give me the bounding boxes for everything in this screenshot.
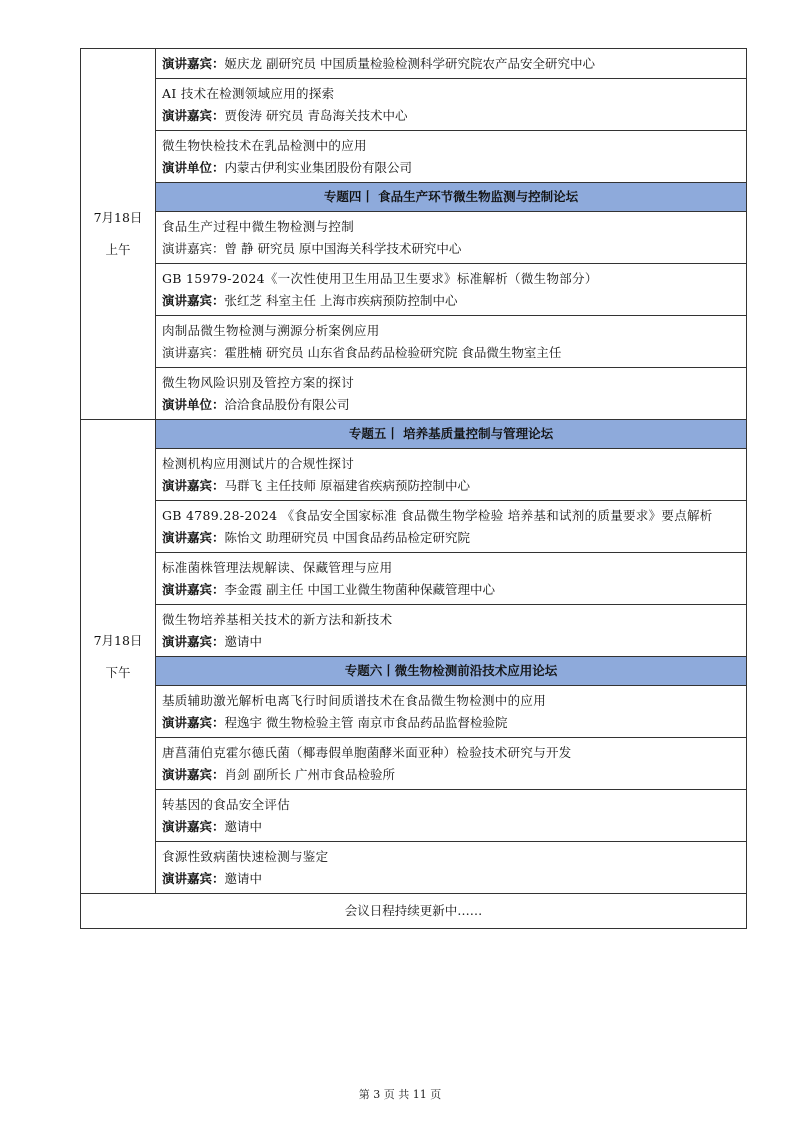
session-topic: 食品生产过程中微生物检测与控制	[162, 219, 355, 234]
session-cell	[156, 212, 747, 264]
session-row	[81, 738, 747, 790]
session-row	[81, 49, 747, 79]
speaker-label: 演讲嘉宾：	[162, 478, 225, 493]
session-row	[81, 316, 747, 368]
speaker-label: 演讲嘉宾：	[162, 293, 225, 308]
session-cell	[156, 686, 747, 738]
session-row	[81, 553, 747, 605]
forum-title: 专题六丨微生物检测前沿技术应用论坛	[156, 657, 747, 686]
speaker-line	[162, 868, 740, 890]
speaker-name: 霍胜楠 研究员 山东省食品药品检验研究院 食品微生物室主任	[224, 345, 562, 360]
speaker-line	[162, 157, 740, 179]
speaker-label: 演讲嘉宾：	[162, 767, 225, 782]
session-row	[81, 842, 747, 894]
speaker-line	[162, 816, 740, 838]
session-topic: 标准菌株管理法规解读、保藏管理与应用	[162, 560, 393, 575]
speaker-name: 姬庆龙 副研究员 中国质量检验检测科学研究院农产品安全研究中心	[224, 56, 595, 71]
schedule-table	[80, 48, 747, 929]
speaker-label: 演讲单位：	[162, 160, 225, 175]
speaker-label: 演讲嘉宾：	[162, 819, 225, 834]
session-cell	[156, 79, 747, 131]
session-topic: 食源性致病菌快速检测与鉴定	[162, 849, 329, 864]
session-topic: GB 4789.28-2024 《食品安全国家标准 食品微生物学检验 培养基和试剂的质量要求》要点解析	[162, 508, 713, 523]
session-topic: 肉制品微生物检测与溯源分析案例应用	[162, 323, 380, 338]
speaker-line	[162, 53, 740, 75]
footer-row	[81, 894, 747, 929]
session-row	[81, 368, 747, 420]
session-row	[81, 131, 747, 183]
speaker-name: 洽洽食品股份有限公司	[224, 397, 350, 412]
speaker-name: 贾俊涛 研究员 青岛海关技术中心	[224, 108, 408, 123]
day-period: 上午	[105, 242, 131, 257]
speaker-line	[162, 527, 740, 549]
session-cell	[156, 449, 747, 501]
speaker-line	[162, 238, 740, 260]
day-cell	[81, 49, 156, 420]
session-row	[81, 790, 747, 842]
page-number: 第 3 页 共 11 页	[358, 1088, 442, 1101]
session-row	[81, 686, 747, 738]
session-topic: AI 技术在检测领域应用的探索	[162, 86, 335, 101]
schedule-page	[80, 48, 747, 929]
session-row	[81, 212, 747, 264]
speaker-name: 程逸宇 微生物检验主管 南京市食品药品监督检验院	[224, 715, 508, 730]
speaker-label: 演讲嘉宾：	[162, 715, 225, 730]
session-topic: 微生物风险识别及管控方案的探讨	[162, 375, 355, 390]
session-cell	[156, 738, 747, 790]
speaker-name: 曾 静 研究员 原中国海关科学技术研究中心	[224, 241, 462, 256]
speaker-label: 演讲嘉宾：	[162, 530, 225, 545]
speaker-name: 肖剑 副所长 广州市食品检验所	[224, 767, 395, 782]
speaker-name: 内蒙古伊利实业集团股份有限公司	[224, 160, 413, 175]
forum-header-row	[81, 420, 747, 449]
session-topic: GB 15979-2024《一次性使用卫生用品卫生要求》标准解析（微生物部分）	[162, 271, 598, 286]
session-cell	[156, 368, 747, 420]
speaker-name: 邀请中	[224, 819, 263, 834]
speaker-line	[162, 290, 740, 312]
session-topic: 转基因的食品安全评估	[162, 797, 291, 812]
forum-header-row	[81, 183, 747, 212]
day-period: 下午	[105, 664, 131, 680]
forum-title: 专题五丨 培养基质量控制与管理论坛	[156, 420, 747, 449]
speaker-label: 演讲嘉宾：	[162, 582, 225, 597]
speaker-name: 邀请中	[224, 634, 263, 649]
speaker-label: 演讲单位：	[162, 397, 225, 412]
session-row	[81, 501, 747, 553]
day-date: 7月18日	[93, 632, 143, 648]
day-date: 7月18日	[93, 210, 143, 225]
session-topic: 基质辅助激光解析电离飞行时间质谱技术在食品微生物检测中的应用	[162, 693, 547, 708]
session-cell	[156, 605, 747, 657]
schedule-body	[81, 49, 747, 929]
session-cell	[156, 501, 747, 553]
speaker-name: 陈怡文 助理研究员 中国食品药品检定研究院	[224, 530, 470, 545]
footer-note: 会议日程持续更新中……	[81, 894, 747, 929]
speaker-name: 张红芝 科室主任 上海市疾病预防控制中心	[224, 293, 458, 308]
session-cell	[156, 553, 747, 605]
forum-header-row	[81, 657, 747, 686]
speaker-line	[162, 579, 740, 601]
day-cell	[81, 420, 156, 894]
speaker-label: 演讲嘉宾：	[162, 634, 225, 649]
session-cell	[156, 316, 747, 368]
session-topic: 检测机构应用测试片的合规性探讨	[162, 456, 355, 471]
speaker-name: 李金霞 副主任 中国工业微生物菌种保藏管理中心	[224, 582, 495, 597]
speaker-label: 演讲嘉宾：	[162, 345, 225, 360]
forum-title: 专题四丨 食品生产环节微生物监测与控制论坛	[156, 183, 747, 212]
speaker-name: 马群飞 主任技师 原福建省疾病预防控制中心	[224, 478, 470, 493]
session-topic: 微生物快检技术在乳品检测中的应用	[162, 138, 367, 153]
session-cell	[156, 131, 747, 183]
session-topic: 微生物培养基相关技术的新方法和新技术	[162, 612, 393, 627]
session-topic: 唐菖蒲伯克霍尔德氏菌（椰毒假单胞菌酵米面亚种）检验技术研究与开发	[162, 745, 572, 760]
speaker-line	[162, 342, 740, 364]
speaker-name: 邀请中	[224, 871, 263, 886]
session-cell	[156, 790, 747, 842]
speaker-line	[162, 394, 740, 416]
speaker-line	[162, 475, 740, 497]
speaker-label: 演讲嘉宾：	[162, 56, 225, 71]
speaker-label: 演讲嘉宾：	[162, 108, 225, 123]
session-row	[81, 449, 747, 501]
session-cell	[156, 49, 747, 79]
speaker-line	[162, 631, 740, 653]
session-cell	[156, 842, 747, 894]
speaker-label: 演讲嘉宾：	[162, 871, 225, 886]
session-row	[81, 79, 747, 131]
speaker-line	[162, 712, 740, 734]
session-cell	[156, 264, 747, 316]
speaker-line	[162, 105, 740, 127]
speaker-label: 演讲嘉宾：	[162, 241, 225, 256]
session-row	[81, 264, 747, 316]
session-row	[81, 605, 747, 657]
speaker-line	[162, 764, 740, 786]
